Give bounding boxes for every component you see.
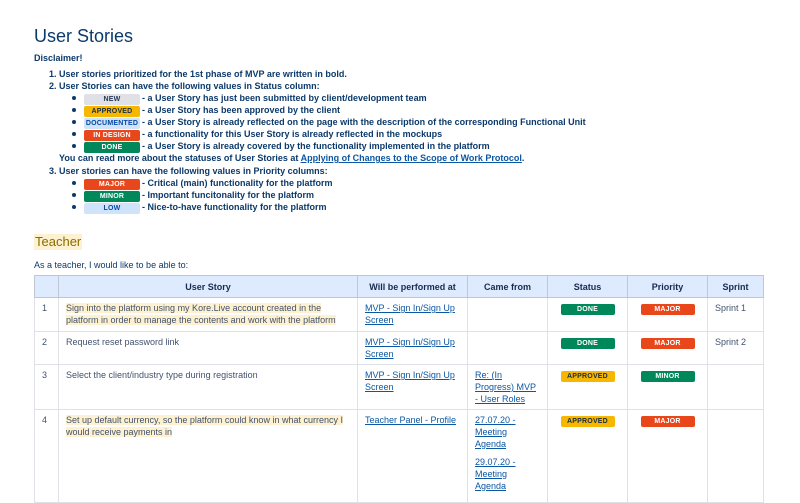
row-number: 2: [35, 332, 59, 365]
priority-cell: [628, 410, 708, 503]
bullet-icon: [72, 132, 76, 136]
status-cell: [548, 332, 628, 365]
status-badge: IN DESIGN: [84, 130, 140, 141]
column-header-priority[interactable]: Priority: [628, 276, 708, 298]
bullet-icon: [72, 205, 76, 209]
came-from-link[interactable]: 27.07.20 - Meeting Agenda: [475, 415, 516, 449]
sprint-cell: [708, 365, 764, 410]
performed-at-link[interactable]: MVP - Sign In/Sign Up Screen: [365, 370, 455, 392]
status-badge: APPROVED: [84, 106, 140, 117]
performed-at-cell: [358, 298, 468, 332]
came-from-cell: [468, 365, 548, 410]
disclaimer-heading: Disclaimer!: [34, 53, 83, 63]
sprint-cell: Sprint 2: [708, 332, 764, 365]
table-row: [35, 332, 764, 365]
priority-badge: LOW: [84, 203, 140, 214]
row-number: 1: [35, 298, 59, 332]
came-from-cell: [468, 332, 548, 365]
user-story-cell: Request reset password link: [59, 332, 358, 365]
bullet-icon: [72, 96, 76, 100]
priority-description: - Important funcitonality for the platform: [142, 190, 314, 200]
user-story-text: Set up default currency, so the platform could know in what currency I would receive payments in: [66, 415, 343, 437]
column-header-status[interactable]: Status: [548, 276, 628, 298]
status-description: - a User Story has been approved by the client: [142, 105, 341, 115]
row-number: 3: [35, 365, 59, 410]
note-bold-stories: User stories prioritized for the 1st phase of MVP are written in bold.: [59, 69, 347, 79]
status-badge: APPROVED: [561, 371, 615, 382]
came-from-cell: [468, 298, 548, 332]
user-stories-table: [34, 275, 764, 503]
column-header-came-from[interactable]: Came from: [468, 276, 548, 298]
status-description: - a User Story is already covered by the functionality implemented in the platform: [142, 141, 490, 151]
priority-cell: [628, 332, 708, 365]
status-cell: [548, 365, 628, 410]
sprint-cell: Sprint 1: [708, 298, 764, 332]
priority-description: - Critical (main) functionality for the platform: [142, 178, 333, 188]
priority-badge: MINOR: [641, 371, 695, 382]
user-story-cell: [59, 298, 358, 332]
table-row: [35, 410, 764, 503]
priority-badge: MAJOR: [641, 304, 695, 315]
priority-badge: MAJOR: [641, 416, 695, 427]
status-badge: DONE: [561, 304, 615, 315]
status-description: - a functionality for this User Story is already reflected in the mockups: [142, 129, 443, 139]
sprint-cell: [708, 410, 764, 503]
column-header-performed-at[interactable]: Will be performed at: [358, 276, 468, 298]
priority-cell: [628, 365, 708, 410]
status-badge: DOCUMENTED: [85, 120, 139, 127]
performed-at-cell: [358, 332, 468, 365]
status-badge: NEW: [84, 94, 140, 105]
status-badge: DONE: [561, 338, 615, 349]
came-from-cell: [468, 410, 548, 503]
status-description: - a User Story has just been submitted by client/development team: [142, 93, 427, 103]
table-row: [35, 365, 764, 410]
status-cell: [548, 410, 628, 503]
user-story-cell: [59, 410, 358, 503]
performed-at-link[interactable]: Teacher Panel - Profile: [365, 415, 457, 425]
column-header-user-story[interactable]: User Story: [59, 276, 358, 298]
priority-description: - Nice-to-have functionality for the platform: [142, 202, 327, 212]
status-cell: [548, 298, 628, 332]
performed-at-cell: [358, 410, 468, 503]
came-from-link[interactable]: 29.07.20 - Meeting Agenda: [475, 457, 516, 491]
priority-cell: [628, 298, 708, 332]
user-story-text: Sign into the platform using my Kore.Live account created in the platform in order to manage the contents and work with the platform: [66, 303, 336, 325]
table-header-row: [35, 276, 764, 298]
table-row: [35, 298, 764, 332]
bullet-icon: [72, 181, 76, 185]
scope-protocol-link[interactable]: Applying of Changes to the Scope of Work Protocol: [300, 153, 522, 163]
note-status-values: User Stories can have the following values in Status column:: [59, 81, 320, 91]
performed-at-link[interactable]: MVP - Sign In/Sign Up Screen: [365, 337, 455, 359]
page-title: User Stories: [34, 26, 134, 46]
user-story-cell: Select the client/industry type during registration: [59, 365, 358, 410]
priority-badge: MINOR: [84, 191, 140, 202]
column-header-sprint[interactable]: Sprint: [708, 276, 764, 298]
section-heading-teacher: Teacher: [35, 234, 82, 249]
bullet-icon: [72, 120, 76, 124]
status-description: - a User Story is already reflected on the page with the description of the corresponding Functional Unit: [142, 117, 586, 127]
row-number: 4: [35, 410, 59, 503]
performed-at-link[interactable]: MVP - Sign In/Sign Up Screen: [365, 303, 455, 325]
priority-badge: MAJOR: [641, 338, 695, 349]
bullet-icon: [72, 193, 76, 197]
note-priority-values: User stories can have the following values in Priority columns:: [59, 166, 328, 176]
read-more-text: You can read more about the statuses of User Stories at: [59, 153, 301, 163]
status-badge: DONE: [84, 142, 140, 153]
column-header-number[interactable]: [35, 276, 59, 298]
bullet-icon: [72, 108, 76, 112]
came-from-link[interactable]: Re: (In Progress) MVP - User Roles: [475, 370, 537, 404]
section-intro: As a teacher, I would like to be able to:: [34, 260, 189, 270]
priority-badge: MAJOR: [84, 179, 140, 190]
status-badge: APPROVED: [561, 416, 615, 427]
bullet-icon: [72, 144, 76, 148]
performed-at-cell: [358, 365, 468, 410]
